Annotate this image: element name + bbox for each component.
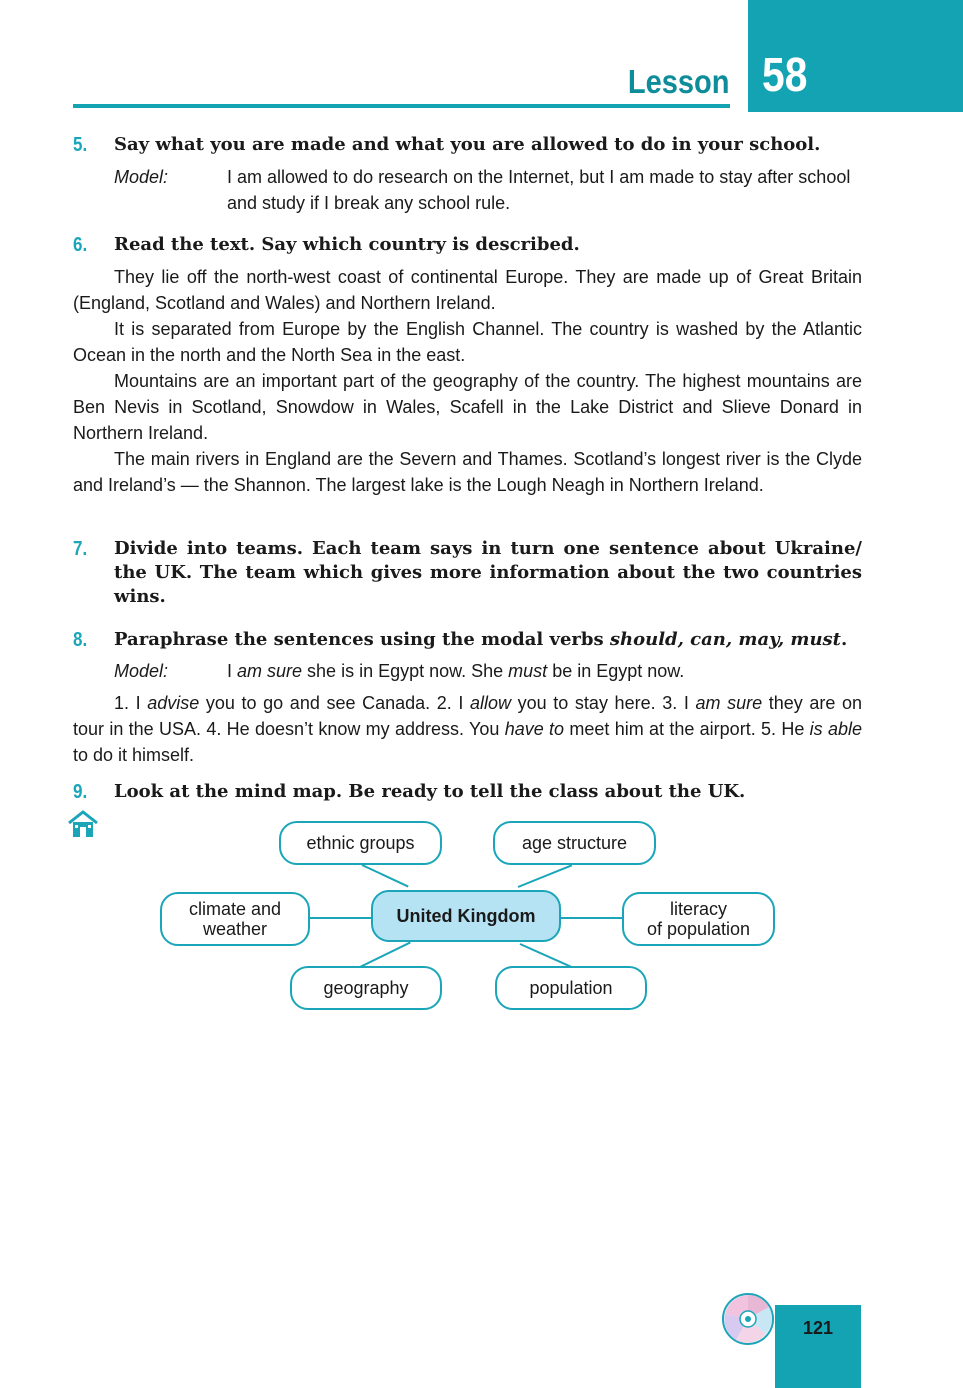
connector-line xyxy=(360,942,411,968)
connector-line xyxy=(561,917,623,919)
lesson-number: 58 xyxy=(762,49,808,102)
node-united-kingdom: United Kingdom xyxy=(371,890,561,942)
node-climate-and-weather: climate and weather xyxy=(160,892,310,946)
connector-line xyxy=(520,943,572,968)
header-divider xyxy=(73,104,730,108)
task-6-paragraph: The main rivers in England are the Severn and Thames. Scotland’s longest river is the Clyde and Ireland’s — the Shannon. The largest lake is the Lough Neagh in Northern Ireland. xyxy=(73,449,862,495)
node-ethnic-groups: ethnic groups xyxy=(279,821,442,865)
connector-line xyxy=(310,917,372,919)
node-geography: geography xyxy=(290,966,442,1010)
node-literacy-of-population: literacy of population xyxy=(622,892,775,946)
lesson-title: Lesson xyxy=(628,63,730,100)
task-6-paragraph: It is separated from Europe by the English Channel. The country is washed by the Atlantic Ocean in the north and the North Sea in the east. xyxy=(73,319,862,365)
task-5-model-text: I am allowed to do research on the Internet, but I am made to stay after school and study if I break any school rule. xyxy=(227,167,851,213)
cd-disc-icon xyxy=(721,1292,775,1346)
task-5-instruction: Say what you are made and what you are allowed to do in your school. xyxy=(114,134,821,155)
task-6-paragraph: They lie off the north-west coast of continental Europe. They are made up of Great Britain (England, Scotland and Wales) and Northern Ireland. xyxy=(73,267,862,313)
task-5-number: 5. xyxy=(73,134,88,156)
home-icon xyxy=(67,810,99,838)
task-6-paragraph: Mountains are an important part of the geography of the country. The highest mountains are Ben Nevis in Scotland, Snowdow in Wales, Scafell in the Lake District and Slieve Donard in Northern Ireland. xyxy=(73,371,862,443)
task-8-model-label: Model: xyxy=(114,661,169,681)
task-9-instruction: Look at the mind map. Be ready to tell the class about the UK. xyxy=(114,781,746,802)
task-6-instruction: Read the text. Say which country is described. xyxy=(114,234,580,255)
connector-line xyxy=(362,864,409,887)
task-9-number: 9. xyxy=(73,781,88,803)
page-number: 121 xyxy=(802,1318,834,1338)
task-8-exercise: 1. I advise you to go and see Canada. 2. I allow you to stay here. 3. I am sure they are on tour in the USA. 4. He doesn’t know my address. You have to meet him at the airport. 5. He is able to do it himself. xyxy=(73,693,863,765)
task-5-model-label: Model: xyxy=(114,167,169,187)
node-population: population xyxy=(495,966,647,1010)
task-8-instruction: Paraphrase the sentences using the modal verbs should, can, may, must. xyxy=(114,629,848,650)
connector-line xyxy=(518,864,573,888)
task-6-number: 6. xyxy=(73,234,88,256)
task-7-instruction: Divide into teams. Each team says in turn one sentence about Ukraine/ the UK. The team which gives more information about the two countries wins. xyxy=(114,538,862,607)
node-age-structure: age structure xyxy=(493,821,656,865)
task-8-number: 8. xyxy=(73,629,88,651)
task-8-model-text: I am sure she is in Egypt now. She must be in Egypt now. xyxy=(227,661,685,681)
task-7-number: 7. xyxy=(73,538,88,560)
